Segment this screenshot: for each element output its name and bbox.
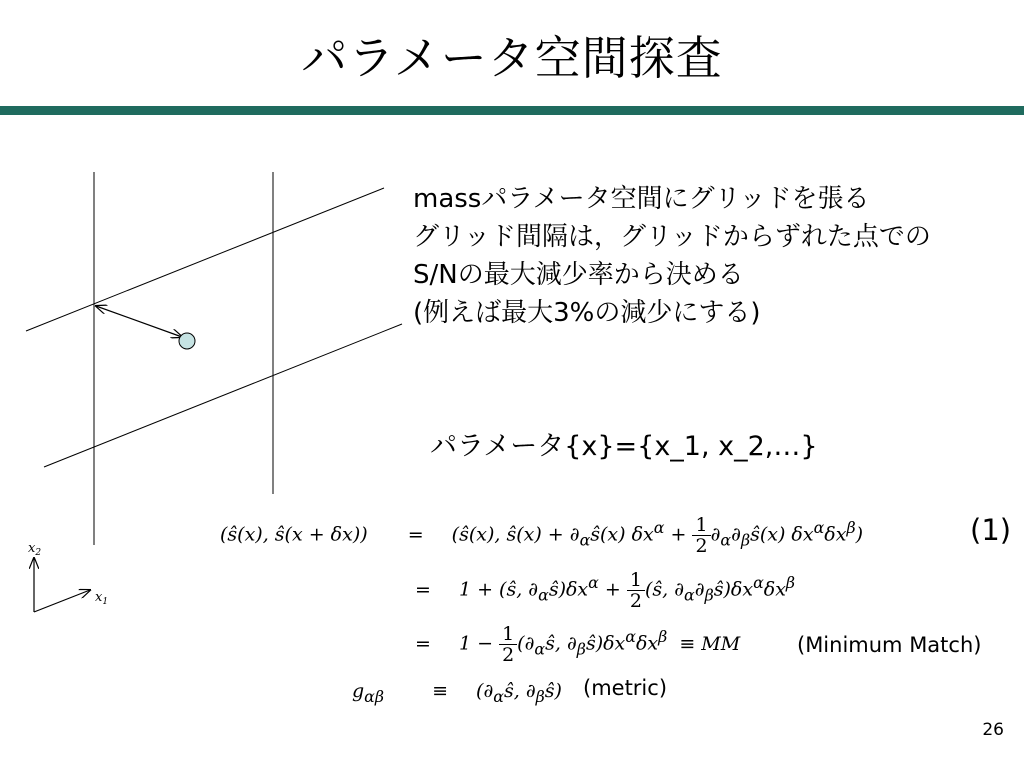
axis-x1 <box>34 590 90 612</box>
eq3-fraction: $\frac{1}{2}$ <box>499 624 517 665</box>
eq4-lhs: g <box>352 680 365 702</box>
eq1-sup-alpha: α <box>653 518 665 538</box>
eq2-fraction: $\frac{1}{2}$ <box>627 570 645 611</box>
axis-label-x2: $x_2$ <box>28 541 42 558</box>
eq2-term-a: 1 + (ŝ, ∂ <box>458 578 539 601</box>
offset-arrow <box>96 306 182 337</box>
slide-title: パラメータ空間探査 <box>301 31 723 85</box>
eq1-sub-alpha: α <box>579 530 591 550</box>
equation-line-4: $g_{\alpha\beta}$ ≡ ($\partial_\alpha ŝ$, $\partial_\beta ŝ$) <box>352 680 562 706</box>
note-minimum-match: (Minimum Match) <box>797 633 982 657</box>
description-line-2: グリッド間隔は，グリッドからずれた点での <box>413 222 931 252</box>
description-line-4: (例えば最大3%の減少にする) <box>413 298 761 328</box>
equation-line-3: = 1 − $\frac{1}{2}$ ($\partial_\alpha ŝ$, $\partial_\beta ŝ)\delta x^\alpha\delta x^\beta$ ≡ MM <box>415 623 741 666</box>
page-number: 26 <box>982 720 1004 740</box>
offset-point <box>179 333 195 349</box>
eq1-equals: = <box>407 523 424 546</box>
grid-line-diagonal-1 <box>26 188 384 331</box>
description-text <box>413 180 931 332</box>
axis-label-x1: $x_1$ <box>95 590 109 607</box>
grid-line-diagonal-2 <box>44 324 402 467</box>
eq2-term-c: (ŝ, ∂ <box>644 578 685 601</box>
equation-line-1: (ŝ(x), ŝ(x + δx)) = (ŝ(x), ŝ(x) + $\partial_\alpha ŝ(x) \delta x^\alpha$ + $\frac{1}{2}$ $\partial_\alpha\partial_\beta ŝ(x)$ $\delta x^\alpha\delta x^\beta$) <box>220 514 864 557</box>
eq1-term-c: ∂ <box>710 523 721 546</box>
note-metric: (metric) <box>583 676 668 700</box>
eq3-mm: ≡ MM <box>679 632 741 655</box>
eq1-term-d: ŝ(x) δx <box>750 523 814 546</box>
description-line-3: S/Nの最大減少率から決める <box>413 260 744 290</box>
equation-line-2: = 1 + (ŝ, $\partial_\alpha ŝ)\delta x^\alpha$ + $\frac{1}{2}$ (ŝ, $\partial_\alpha\partial_\beta ŝ)\delta x^\alpha\delta x^\beta$ <box>415 569 796 612</box>
eq1-term-b: ŝ(x) δx <box>590 523 654 546</box>
eq1-lhs: (ŝ(x), ŝ(x + δx)) <box>220 523 368 546</box>
eq3-term-a: 1 − <box>458 632 494 655</box>
eq1-term-a: (ŝ(x), ŝ(x) + ∂ <box>451 523 580 546</box>
eq1-fraction: $\frac{1}{2}$ <box>692 515 710 556</box>
equation-number: (1) <box>970 513 1012 547</box>
description-line-1: massパラメータ空間にグリッドを張る <box>413 184 870 214</box>
parameter-definition: パラメータ{x}={x_1, x_2,…} <box>430 431 818 462</box>
